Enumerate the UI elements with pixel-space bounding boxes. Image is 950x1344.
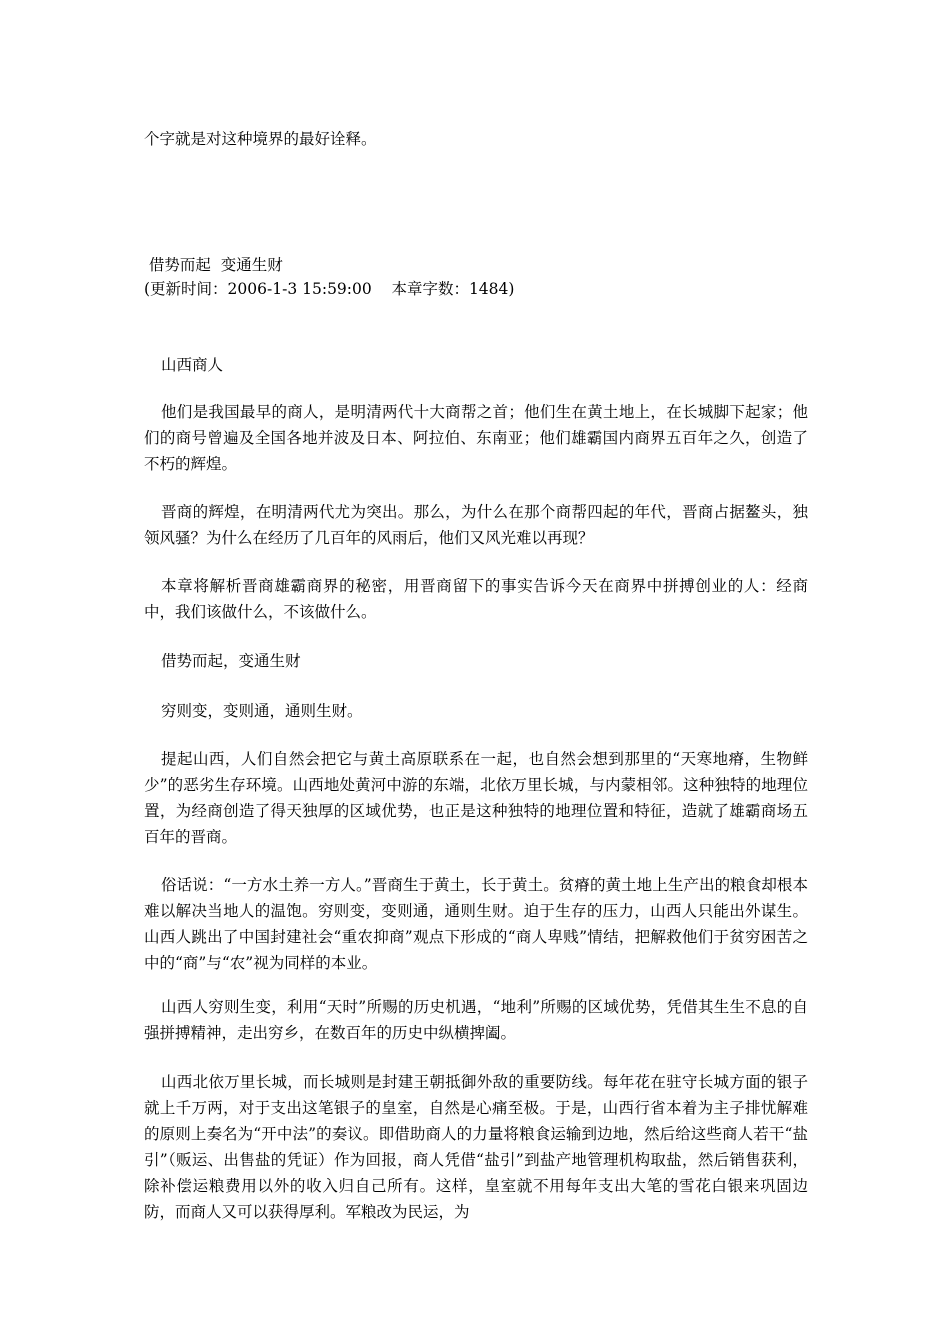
paragraph: 俗话说：“一方水土养一方人。”晋商生于黄土，长于黄土。贫瘠的黄土地上生产出的粮食却根本难以解决当地人的温饱。穷则变，变则通，通则生财。迫于生存的压力，山西人只能出外谋生。山西人跳出了中国封建社会“重农抑商”观点下形成的“商人卑贱”情结，把解救他们于贫穷困苦之中的“商”与“农”视为同样的本业。: [144, 876, 808, 972]
chapter-meta: (更新时间：2006-1-3 15:59:00 本章字数：1484): [144, 280, 515, 298]
paragraph: 山西人穷则生变，利用“天时”所赐的历史机遇，“地利”所赐的区域优势，凭借其生生不息的自强拼搏精神，走出穷乡，在数百年的历史中纵横捭阖。: [144, 998, 808, 1042]
subheading-paragraph: 借势而起，变通生财: [161, 652, 301, 670]
paragraph: 本章将解析晋商雄霸商界的秘密，用晋商留下的事实告诉今天在商界中拼搏创业的人：经商中，我们该做什么，不该做什么。: [144, 577, 808, 621]
paragraph: 他们是我国最早的商人，是明清两代十大商帮之首；他们生在黄土地上，在长城脚下起家；他们的商号曾遍及全国各地并波及日本、阿拉伯、东南亚；他们雄霸国内商界五百年之久，创造了不朽的辉煌。: [144, 403, 808, 473]
chapter-title: 借势而起 变通生财: [144, 256, 283, 274]
paragraph: 晋商的辉煌，在明清两代尤为突出。那么，为什么在那个商帮四起的年代，晋商占据鳌头，独领风骚？为什么在经历了几百年的风雨后，他们又风光难以再现？: [144, 503, 808, 547]
paragraph: 穷则变，变则通，通则生财。: [161, 702, 363, 720]
intro-line: 个字就是对这种境界的最好诠释。: [144, 130, 377, 148]
paragraph: 山西北依万里长城，而长城则是封建王朝抵御外敌的重要防线。每年花在驻守长城方面的银子就上千万两，对于支出这笔银子的皇室，自然是心痛至极。于是，山西行省本着为主子排忧解难的原则上奏名为“开中法”的奏议。即借助商人的力量将粮食运输到边地，然后给这些商人若干“盐引”（贩运、出售盐的凭证）作为回报，商人凭借“盐引”到盐产地管理机构取盐，然后销售获利，除补偿运粮费用以外的收入归自己所有。这样，皇室就不用每年支出大笔的雪花白银来巩固边防，而商人又可以获得厚利。军粮改为民运，为: [144, 1073, 808, 1221]
paragraph: 提起山西，人们自然会把它与黄土高原联系在一起，也自然会想到那里的“天寒地瘠，生物鲜少”的恶劣生存环境。山西地处黄河中游的东端，北依万里长城，与内蒙相邻。这种独特的地理位置，为经商创造了得天独厚的区域优势，也正是这种独特的地理位置和特征，造就了雄霸商场五百年的晋商。: [144, 750, 808, 846]
section-heading: 山西商人: [161, 356, 224, 374]
